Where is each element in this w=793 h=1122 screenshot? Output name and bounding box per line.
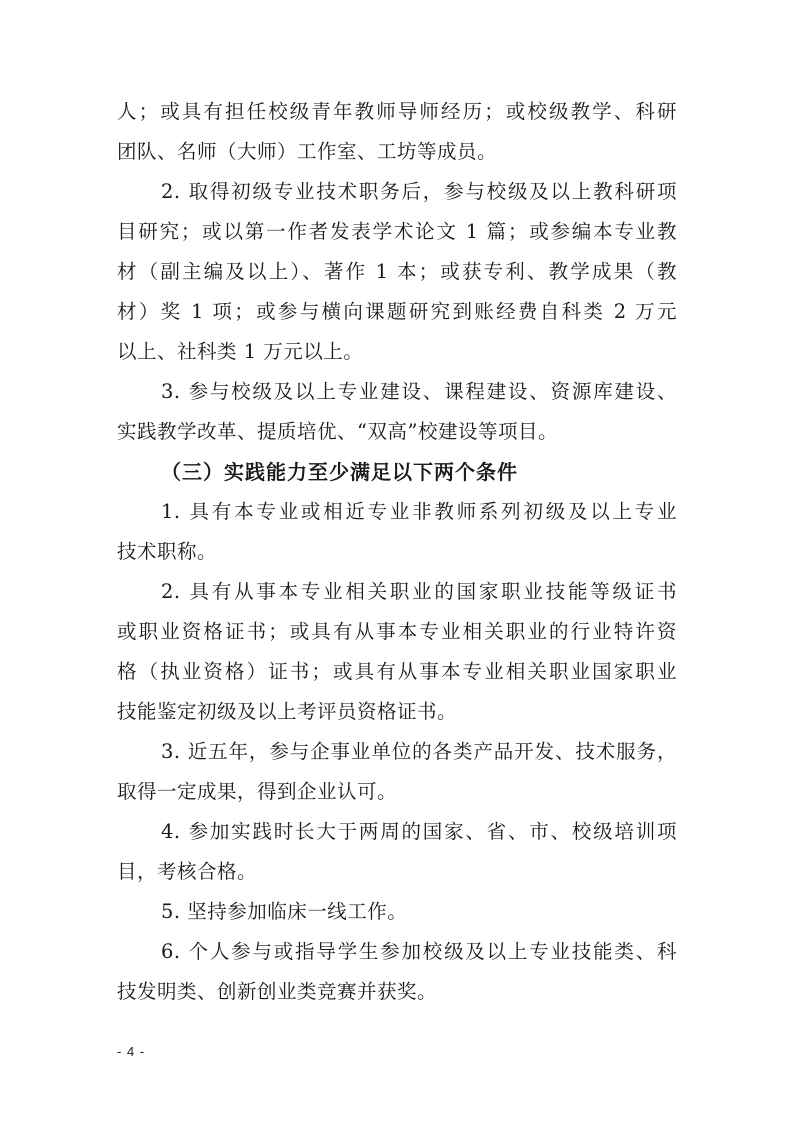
text-line: 1. 具有本专业或相近专业非教师系列初级及以上专业 <box>161 500 677 523</box>
text-line: 实践教学改革、提质培优、“双高”校建设等项目。 <box>117 420 558 443</box>
text-line: 技能鉴定初级及以上考评员资格证书。 <box>117 700 458 723</box>
text-line: 材（副主编及以上）、著作 1 本；或获专利、教学成果（教 <box>117 260 677 283</box>
text-line: 技术职称。 <box>117 540 218 563</box>
text-line: 目，考核合格。 <box>117 860 258 883</box>
text-line: 或职业资格证书；或具有从事本专业相关职业的行业特许资 <box>117 620 677 643</box>
page-number: - 4 - <box>117 1044 146 1059</box>
text-line: 格（执业资格）证书；或具有从事本专业相关职业国家职业 <box>117 660 677 683</box>
text-line: 6. 个人参与或指导学生参加校级及以上专业技能类、科 <box>161 940 677 963</box>
text-line: 4. 参加实践时长大于两周的国家、省、市、校级培训项 <box>161 820 677 843</box>
text-line: 5. 坚持参加临床一线工作。 <box>161 900 408 923</box>
text-line: 以上、社科类 1 万元以上。 <box>117 340 364 363</box>
text-line: 2. 取得初级专业技术职务后，参与校级及以上教科研项 <box>161 180 677 203</box>
text-line: 材）奖 1 项；或参与横向课题研究到账经费自科类 2 万元 <box>117 300 677 323</box>
text-line: 2. 具有从事本专业相关职业的国家职业技能等级证书 <box>161 580 677 603</box>
text-line: 3. 参与校级及以上专业建设、课程建设、资源库建设、 <box>161 380 677 403</box>
text-line: 人；或具有担任校级青年教师导师经历；或校级教学、科研 <box>117 100 677 123</box>
text-line: 团队、名师（大师）工作室、工坊等成员。 <box>117 140 498 163</box>
text-line: 目研究；或以第一作者发表学术论文 1 篇；或参编本专业教 <box>117 220 677 243</box>
text-line: 技发明类、创新创业类竞赛并获奖。 <box>117 980 438 1003</box>
document-body <box>117 100 677 1020</box>
section-heading: （三）实践能力至少满足以下两个条件 <box>161 460 518 484</box>
text-line: 取得一定成果，得到企业认可。 <box>117 780 398 803</box>
text-line: 3. 近五年，参与企事业单位的各类产品开发、技术服务， <box>161 740 677 763</box>
